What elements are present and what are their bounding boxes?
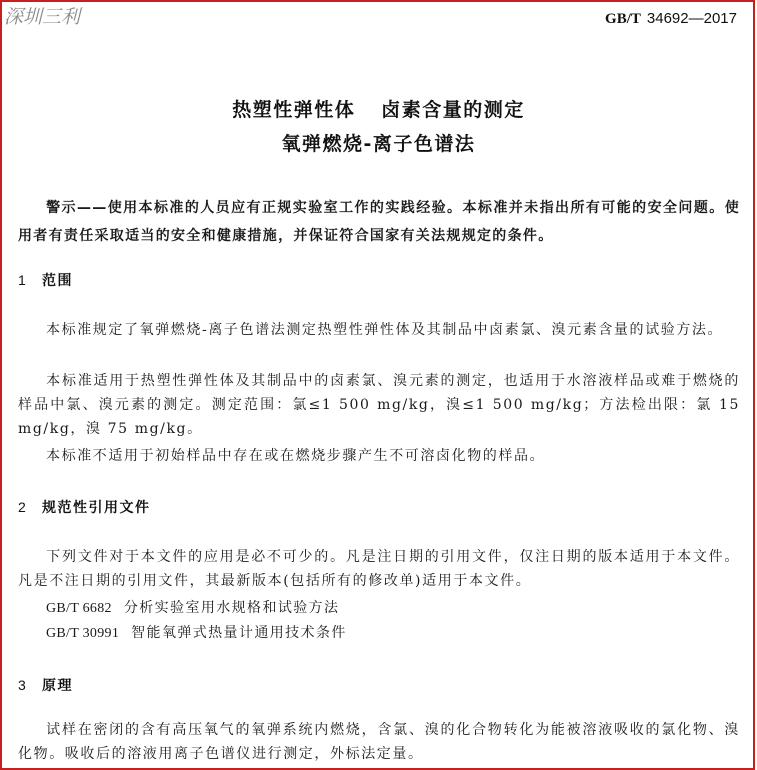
section-title: 原理: [42, 678, 73, 694]
section-heading-normative-references: [18, 497, 151, 517]
section-heading-principle: [18, 675, 73, 695]
section-title: 范围: [42, 273, 73, 289]
warning-paragraph: [18, 194, 740, 250]
references-intro-paragraph: [18, 545, 740, 593]
reference-code: GB/T 6682: [46, 601, 112, 616]
reference-title: 分析实验室用水规格和试验方法: [123, 600, 340, 616]
reference-title: 智能氧弹式热量计通用技术条件: [131, 625, 347, 641]
standard-code: [605, 9, 737, 28]
standard-prefix: GB/T: [605, 11, 641, 27]
document-title-line-1: [0, 95, 757, 122]
reference-item: [46, 622, 347, 642]
section-number: 1: [18, 272, 26, 288]
paragraph-text: 本标准不适用于初始样品中存在或在燃烧步骤产生不可溶卤化物的样品。: [46, 448, 546, 464]
title-topic: 卤素含量的测定: [381, 99, 525, 121]
section-number: 3: [18, 677, 26, 693]
section-heading-scope: [18, 270, 73, 290]
scope-paragraph-3: [18, 444, 740, 468]
paragraph-text: 下列文件对于本文件的应用是必不可少的。凡是注日期的引用文件，仅注日期的版本适用于本文件。凡是不注日期的引用文件，其最新版本(包括所有的修改单)适用于本文件。: [18, 549, 740, 589]
section-number: 2: [18, 499, 26, 515]
warning-text: 警示——使用本标准的人员应有正规实验室工作的实践经验。本标准并未指出所有可能的安全问题。使用者有责任采取适当的安全和健康措施，并保证符合国家有关法规规定的条件。: [18, 200, 740, 244]
watermark: 深圳三利: [4, 6, 81, 28]
standard-number: 34692—2017: [646, 10, 737, 27]
paragraph-text: 试样在密闭的含有高压氧气的氧弹系统内燃烧，含氯、溴的化合物转化为能被溶液吸收的氯化物、溴化物。吸收后的溶液用离子色谱仪进行测定，外标法定量。: [18, 722, 740, 762]
reference-item: [46, 597, 339, 617]
paragraph-text: 本标准规定了氧弹燃烧-离子色谱法测定热塑性弹性体及其制品中卤素氯、溴元素含量的试验方法。: [46, 322, 724, 338]
title-subject: 热塑性弹性体: [232, 99, 356, 121]
scope-paragraph-1: [18, 318, 740, 342]
document-title-line-2: 氧弹燃烧-离子色谱法: [281, 133, 476, 155]
principle-paragraph: [18, 718, 740, 766]
paragraph-text: 本标准适用于热塑性弹性体及其制品中的卤素氯、溴元素的测定，也适用于水溶液样品或难于燃烧的样品中氯、溴元素的测定。测定范围：氯≤1 500 mg/kg，溴≤1 500 mg/kg；方法检出限：氯 15 mg/kg，溴 75 mg/kg。: [18, 373, 740, 437]
reference-code: GB/T 30991: [46, 626, 120, 641]
section-title: 规范性引用文件: [42, 500, 151, 516]
scope-paragraph-2: [18, 369, 740, 441]
